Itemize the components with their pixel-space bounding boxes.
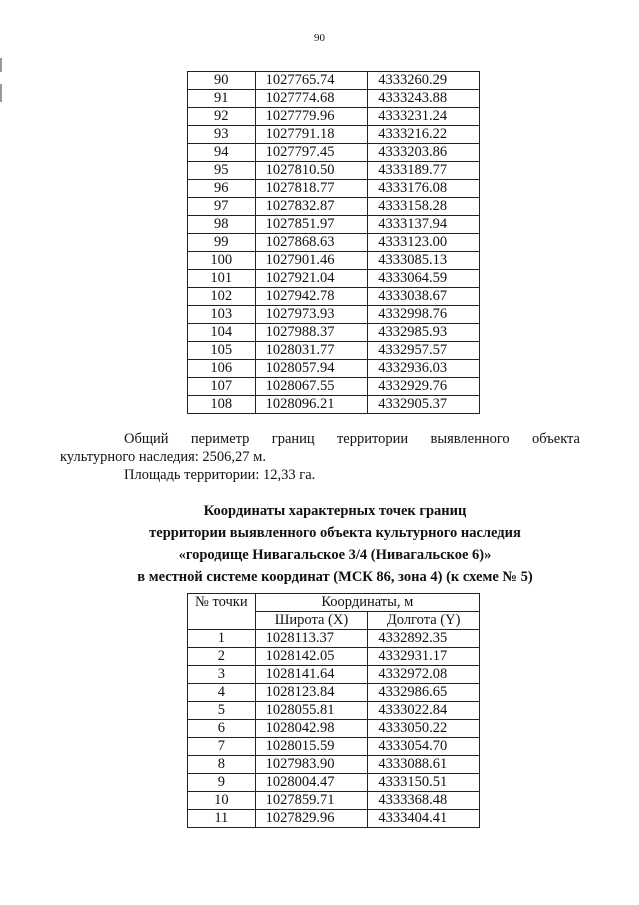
point-number-cell: 2 xyxy=(188,648,256,666)
longitude-cell: 4333260.29 xyxy=(368,72,480,90)
latitude-cell: 1028055.81 xyxy=(255,702,368,720)
point-number-cell: 95 xyxy=(188,162,256,180)
latitude-cell: 1027859.71 xyxy=(255,792,368,810)
point-number-cell: 1 xyxy=(188,630,256,648)
table-row xyxy=(188,306,480,324)
table-row xyxy=(188,378,480,396)
latitude-cell: 1027942.78 xyxy=(255,288,368,306)
table-row xyxy=(188,360,480,378)
heading-line: в местной системе координат (МСК 86, зона 4) (к схеме № 5) xyxy=(137,569,533,585)
longitude-cell: 4332972.08 xyxy=(368,666,480,684)
latitude-cell: 1027983.90 xyxy=(255,756,368,774)
table-row xyxy=(188,198,480,216)
latitude-cell: 1028142.05 xyxy=(255,648,368,666)
table-row xyxy=(188,252,480,270)
latitude-cell: 1027901.46 xyxy=(255,252,368,270)
longitude-cell: 4333050.22 xyxy=(368,720,480,738)
longitude-cell: 4333137.94 xyxy=(368,216,480,234)
point-number-cell: 102 xyxy=(188,288,256,306)
longitude-cell: 4333123.00 xyxy=(368,234,480,252)
table-row xyxy=(188,126,480,144)
point-number-cell: 91 xyxy=(188,90,256,108)
table-row xyxy=(188,630,480,648)
section-heading xyxy=(40,500,630,588)
table-row xyxy=(188,270,480,288)
point-number-cell: 90 xyxy=(188,72,256,90)
scan-edge-mark xyxy=(0,58,2,72)
table-header xyxy=(188,594,480,630)
point-number-cell: 101 xyxy=(188,270,256,288)
table-row xyxy=(188,666,480,684)
point-number-cell: 3 xyxy=(188,666,256,684)
longitude-cell: 4333150.51 xyxy=(368,774,480,792)
point-number-cell: 5 xyxy=(188,702,256,720)
point-number-cell: 8 xyxy=(188,756,256,774)
table-row xyxy=(188,396,480,414)
point-number-cell: 106 xyxy=(188,360,256,378)
point-number-cell: 4 xyxy=(188,684,256,702)
latitude-cell: 1027973.93 xyxy=(255,306,368,324)
latitude-cell: 1028067.55 xyxy=(255,378,368,396)
point-number-cell: 100 xyxy=(188,252,256,270)
longitude-cell: 4333158.28 xyxy=(368,198,480,216)
longitude-cell: 4333243.88 xyxy=(368,90,480,108)
page-number: 90 xyxy=(314,32,325,44)
longitude-cell: 4333404.41 xyxy=(368,810,480,828)
point-number-cell: 97 xyxy=(188,198,256,216)
table-row xyxy=(188,702,480,720)
table-row xyxy=(188,288,480,306)
heading-line: «городище Нивагальское 3/4 (Нивагальское 6)» xyxy=(178,547,492,563)
scan-edge-mark xyxy=(0,84,2,102)
point-number-cell: 108 xyxy=(188,396,256,414)
latitude-cell: 1027832.87 xyxy=(255,198,368,216)
heading-line: Координаты характерных точек границ xyxy=(203,503,467,519)
table-body xyxy=(188,630,480,828)
table-row xyxy=(188,720,480,738)
latitude-cell: 1027829.96 xyxy=(255,810,368,828)
longitude-cell: 4333085.13 xyxy=(368,252,480,270)
longitude-cell: 4332905.37 xyxy=(368,396,480,414)
table-row xyxy=(188,684,480,702)
table-row xyxy=(188,216,480,234)
table-body xyxy=(188,72,480,414)
table-row xyxy=(188,72,480,90)
latitude-cell: 1027818.77 xyxy=(255,180,368,198)
table-row xyxy=(188,342,480,360)
heading-line: территории выявленного объекта культурного наследия xyxy=(149,525,521,541)
longitude-cell: 4333203.86 xyxy=(368,144,480,162)
table-row xyxy=(188,324,480,342)
longitude-cell: 4333054.70 xyxy=(368,738,480,756)
latitude-cell: 1028057.94 xyxy=(255,360,368,378)
latitude-cell: 1027921.04 xyxy=(255,270,368,288)
perimeter-text-continued: культурного наследия: 2506,27 м. xyxy=(60,449,266,465)
latitude-cell: 1028123.84 xyxy=(255,684,368,702)
point-number-cell: 7 xyxy=(188,738,256,756)
header-row xyxy=(188,594,480,612)
latitude-cell: 1028113.37 xyxy=(255,630,368,648)
longitude-cell: 4332998.76 xyxy=(368,306,480,324)
point-number-cell: 107 xyxy=(188,378,256,396)
point-number-cell: 96 xyxy=(188,180,256,198)
point-number-cell: 104 xyxy=(188,324,256,342)
table-row xyxy=(188,234,480,252)
latitude-cell: 1028141.64 xyxy=(255,666,368,684)
coordinates-column-header: Координаты, м xyxy=(255,594,479,612)
latitude-cell: 1027797.45 xyxy=(255,144,368,162)
longitude-cell: 4333231.24 xyxy=(368,108,480,126)
point-number-cell: 105 xyxy=(188,342,256,360)
latitude-cell: 1027765.74 xyxy=(255,72,368,90)
latitude-cell: 1028015.59 xyxy=(255,738,368,756)
table-row xyxy=(188,756,480,774)
point-number-cell: 11 xyxy=(188,810,256,828)
point-number-cell: 94 xyxy=(188,144,256,162)
longitude-cell: 4333189.77 xyxy=(368,162,480,180)
longitude-cell: 4332936.03 xyxy=(368,360,480,378)
table-row xyxy=(188,144,480,162)
point-number-cell: 103 xyxy=(188,306,256,324)
longitude-cell: 4333038.67 xyxy=(368,288,480,306)
table-row xyxy=(188,774,480,792)
coordinates-table-continued xyxy=(187,71,480,414)
perimeter-text: Общий периметр границ территории выявленного объекта xyxy=(124,431,580,447)
point-column-header: № точки xyxy=(188,594,256,630)
longitude-cell: 4333088.61 xyxy=(368,756,480,774)
latitude-cell: 1028004.47 xyxy=(255,774,368,792)
longitude-cell: 4332985.93 xyxy=(368,324,480,342)
table-row xyxy=(188,108,480,126)
longitude-cell: 4333022.84 xyxy=(368,702,480,720)
point-number-cell: 93 xyxy=(188,126,256,144)
table-row xyxy=(188,90,480,108)
table-row xyxy=(188,792,480,810)
longitude-cell: 4332929.76 xyxy=(368,378,480,396)
coordinates-table xyxy=(187,593,480,828)
latitude-cell: 1027779.96 xyxy=(255,108,368,126)
table-row xyxy=(188,162,480,180)
table-row xyxy=(188,738,480,756)
latitude-cell: 1028031.77 xyxy=(255,342,368,360)
latitude-cell: 1027810.50 xyxy=(255,162,368,180)
latitude-cell: 1027988.37 xyxy=(255,324,368,342)
latitude-cell: 1027851.97 xyxy=(255,216,368,234)
point-number-cell: 99 xyxy=(188,234,256,252)
longitude-cell: 4332892.35 xyxy=(368,630,480,648)
point-number-cell: 9 xyxy=(188,774,256,792)
longitude-cell: 4333368.48 xyxy=(368,792,480,810)
latitude-column-header: Широта (X) xyxy=(255,612,368,630)
point-number-cell: 6 xyxy=(188,720,256,738)
table-row xyxy=(188,648,480,666)
latitude-cell: 1027774.68 xyxy=(255,90,368,108)
longitude-cell: 4333064.59 xyxy=(368,270,480,288)
longitude-cell: 4332931.17 xyxy=(368,648,480,666)
latitude-cell: 1027791.18 xyxy=(255,126,368,144)
table-row xyxy=(188,810,480,828)
point-number-cell: 98 xyxy=(188,216,256,234)
table-row xyxy=(188,180,480,198)
area-text: Площадь территории: 12,33 га. xyxy=(124,467,316,483)
point-number-cell: 92 xyxy=(188,108,256,126)
longitude-cell: 4332986.65 xyxy=(368,684,480,702)
longitude-cell: 4332957.57 xyxy=(368,342,480,360)
longitude-column-header: Долгота (Y) xyxy=(368,612,480,630)
point-number-cell: 10 xyxy=(188,792,256,810)
longitude-cell: 4333216.22 xyxy=(368,126,480,144)
latitude-cell: 1027868.63 xyxy=(255,234,368,252)
latitude-cell: 1028042.98 xyxy=(255,720,368,738)
latitude-cell: 1028096.21 xyxy=(255,396,368,414)
longitude-cell: 4333176.08 xyxy=(368,180,480,198)
